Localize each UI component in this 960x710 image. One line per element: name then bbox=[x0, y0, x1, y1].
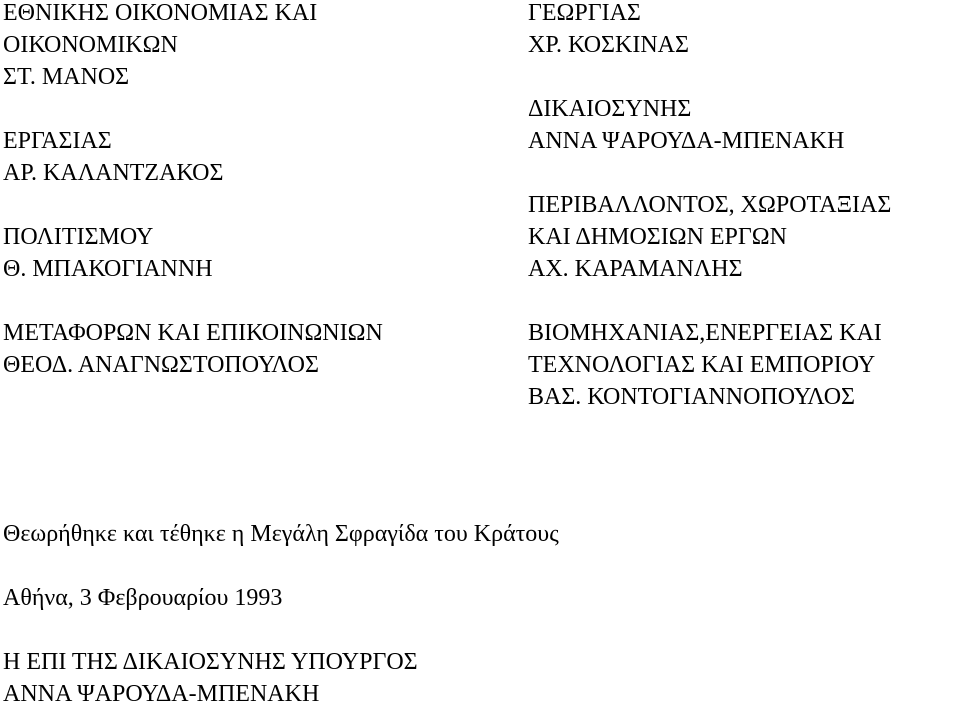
ministry-line: ΜΕΤΑΦΟΡΩΝ ΚΑΙ ΕΠΙΚΟΙΝΩΝΙΩΝ bbox=[3, 320, 383, 346]
ministry-line: ΓΕΩΡΓΙΑΣ bbox=[528, 0, 641, 26]
document-footer bbox=[3, 518, 953, 710]
ministry-line: ΒΙΟΜΗΧΑΝΙΑΣ,ΕΝΕΡΓΕΙΑΣ ΚΑΙ bbox=[528, 320, 882, 346]
ministry-line: ΠΕΡΙΒΑΛΛΟΝΤΟΣ, ΧΩΡΟΤΑΞΙΑΣ bbox=[528, 192, 892, 218]
minister-name: ΣΤ. ΜΑΝΟΣ bbox=[3, 64, 130, 90]
signature-block-transport bbox=[3, 317, 518, 381]
ministry-line: ΔΙΚΑΙΟΣΥΝΗΣ bbox=[528, 96, 692, 122]
minister-title: Η ΕΠΙ ΤΗΣ ΔΙΚΑΙΟΣΥΝΗΣ ΥΠΟΥΡΓΟΣ bbox=[3, 649, 418, 675]
signature-block-culture bbox=[3, 221, 518, 285]
minister-name: ΑΡ. ΚΑΛΑΝΤΖΑΚΟΣ bbox=[3, 160, 224, 186]
ministry-line: ΠΟΛΙΤΙΣΜΟΥ bbox=[3, 224, 154, 250]
ministry-line: ΟΙΚΟΝΟΜΙΚΩΝ bbox=[3, 32, 178, 58]
ministry-line: ΤΕΧΝΟΛΟΓΙΑΣ ΚΑΙ ΕΜΠΟΡΙΟΥ bbox=[528, 352, 876, 378]
signature-block-labour bbox=[3, 125, 518, 189]
signature-block-national-economy bbox=[3, 0, 518, 93]
signature-block-agriculture bbox=[528, 0, 960, 61]
signature-block-justice bbox=[528, 93, 960, 157]
signature-block-environment bbox=[528, 189, 960, 285]
ministry-line: ΕΘΝΙΚΗΣ ΟΙΚΟΝΟΜΙΑΣ ΚΑΙ bbox=[3, 0, 318, 26]
minister-name: ΒΑΣ. ΚΟΝΤΟΓΙΑΝΝΟΠΟΥΛΟΣ bbox=[528, 384, 855, 410]
minister-name: ΑΝΝΑ ΨΑΡΟΥΔΑ-ΜΠΕΝΑΚΗ bbox=[528, 128, 845, 154]
seal-statement: Θεωρήθηκε και τέθηκε η Μεγάλη Σφραγίδα του Κράτους bbox=[3, 521, 559, 547]
minister-name: ΑΝΝΑ ΨΑΡΟΥΔΑ-ΜΠΕΝΑΚΗ bbox=[3, 681, 320, 707]
minister-name: ΘΕΟΔ. ΑΝΑΓΝΩΣΤΟΠΟΥΛΟΣ bbox=[3, 352, 319, 378]
ministry-line: ΚΑΙ ΔΗΜΟΣΙΩΝ ΕΡΓΩΝ bbox=[528, 224, 787, 250]
minister-name: ΑΧ. ΚΑΡΑΜΑΝΛΗΣ bbox=[528, 256, 743, 282]
signature-block-industry bbox=[528, 317, 960, 413]
right-signatures-column bbox=[528, 0, 960, 413]
left-signatures-column bbox=[3, 0, 518, 381]
place-date: Αθήνα, 3 Φεβρουαρίου 1993 bbox=[3, 585, 283, 611]
minister-name: ΧΡ. ΚΟΣΚΙΝΑΣ bbox=[528, 32, 689, 58]
ministry-line: ΕΡΓΑΣΙΑΣ bbox=[3, 128, 112, 154]
minister-name: Θ. ΜΠΑΚΟΓΙΑΝΝΗ bbox=[3, 256, 213, 282]
